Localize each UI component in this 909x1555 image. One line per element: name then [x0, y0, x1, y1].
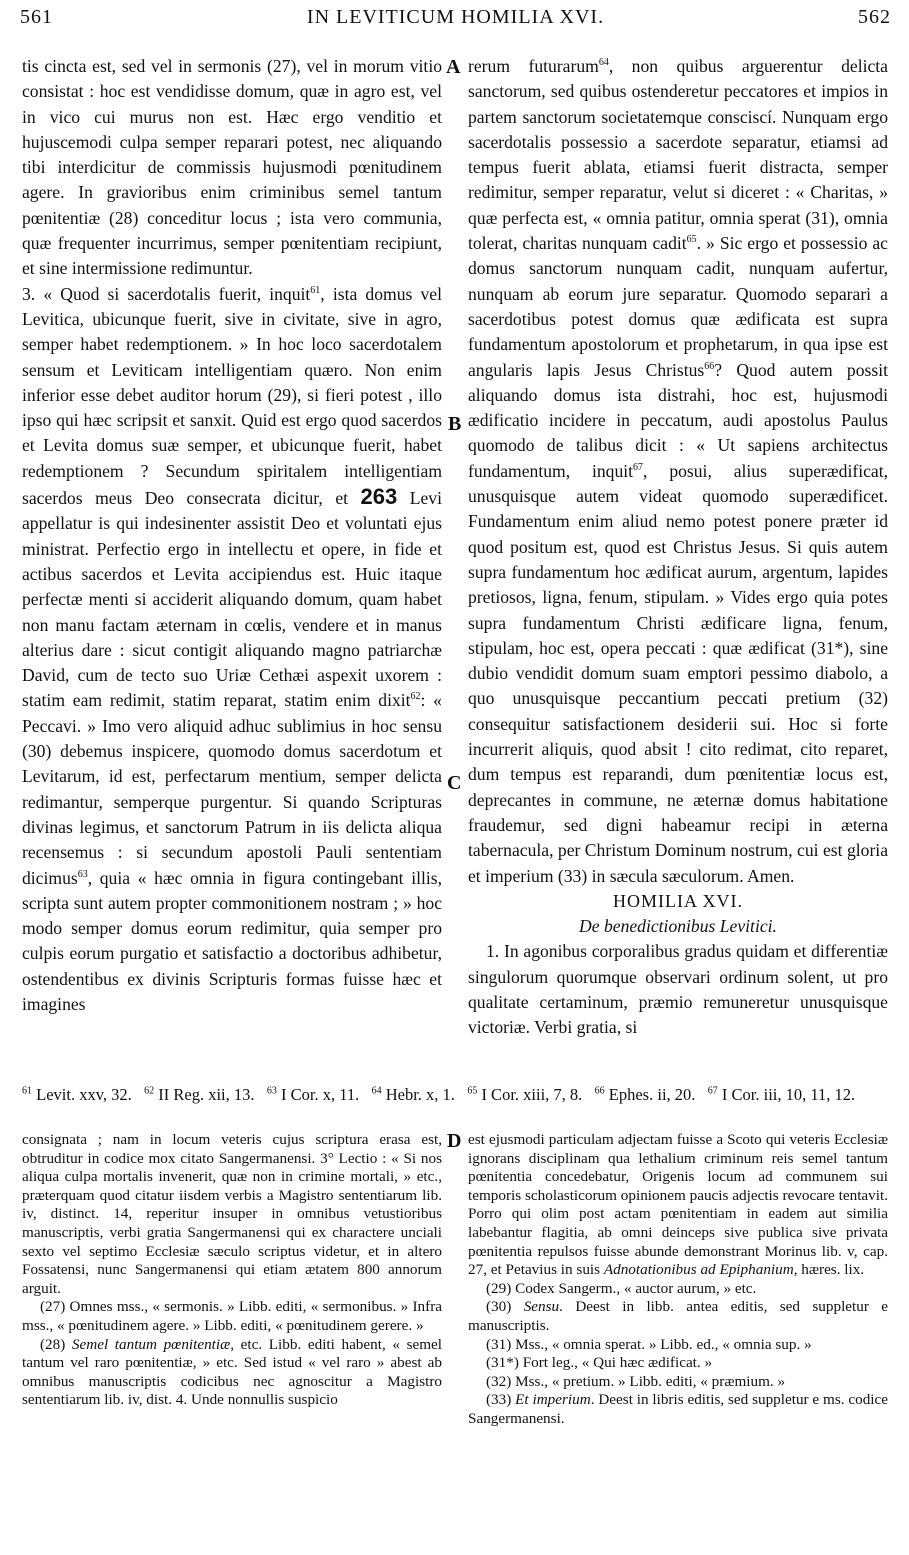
footnote-ref: 64: [598, 57, 609, 69]
edition-page-number: 263: [360, 484, 398, 510]
right-column: [468, 54, 888, 1041]
scripture-references: $^{61}$ Levit. xxv, 32. $^{62}$ II Reg. xii, 13. $^{63}$ I Cor. x, 11. $^{64}$ Hebr. x, 1. $^{65}$ I Cor. xiii, 7, 8. $^{66}$ Ephes. ii, 20. $^{67}$ I Cor. iii, 10, 11, 12.: [22, 1085, 856, 1104]
paragraph: 3. « Quod si sacerdotalis fuerit, inquit$^{61}$, ista domus vel Levitica, ubicunque fuerit, sive in civitate, sive in agro, semper habet redemptionem. » In hoc loco sacerdotalem sensum et Leviticam intelligentiam quæro. Non enim inferior esse debet auditor horum (29), si fieri potest , illo ipso qui hæc scripsit et sanxit. Quid est ergo quod sacerdos et Levita domus suæ semper, et ubicunque fuerit, habet redemptionem ? Secundum spiritalem intelligentiam sacerdos meus Deo consecrata dicitur, et 263 Levi appellatur is qui indesinenter assistit Deo et voluntati ejus ministrat. Perfectio ergo in intellectu et opere, in fide et actibus sacerdos et Levita accipiendus est. Huic itaque perfectæ menti si acciderit aliquando domum, quam habet non manu factam æternam in cœlis, vendere et in manus alterius dare : sicut contigit aliquando magno patriarchæ David, cum de tecto suo Uriæ Cethæi aspexit uxorem : statim eam redimit, statim reparat, statim enim dixit$^{62}$: « Peccavi. » Imo vero aliquid adhuc sublimius in hoc sensu (30) debemus inspicere, quomodo domus sacerdotum et Levitarum, id est, perfectarum mentium, semper delicta redimantur, semperque purgentur. Si quando Scripturas divinas legimus, et sanctorum Patrum in iis delicta aliqua recensemus : si secundum apostoli Pauli sententiam dicimus$^{63}$, quia « hæc omnia in figura contingebant illis, scripta sunt autem propter commonitionem nostram ; » hoc modo semper domus eorum redimitur, quia semper pro culpis eorum purgatio et satisfactio a doctoribus adhibetur, ostendentibus ex divinis Scripturis formas fuisse hæc et imagines: [22, 283, 442, 1014]
note-33: (33) Et imperium. Deest in libris editis, sed suppletur e ms. codice Sangermanensi.: [468, 1391, 888, 1427]
footnote-ref: 63: [77, 868, 88, 880]
footnote-ref: 66: [704, 360, 715, 372]
footnote-ref: 61: [310, 284, 321, 296]
running-title: IN LEVITICUM HOMILIA XVI.: [306, 6, 605, 28]
page-number-left: 561: [20, 6, 53, 28]
margin-letter-b: B: [448, 413, 462, 435]
scripture-ref: Levit. xxv, 32.: [36, 1085, 132, 1104]
note-31-star: (31*) Fort leg., « Qui hæc ædificat. »: [486, 1354, 713, 1372]
scripture-ref: I Cor. iii, 10, 11, 12.: [721, 1085, 856, 1104]
note-28: (28) Semel tantum pœnitentiæ, etc. Libb. editi habent, « semel tantum vel raro pœnitentiæ, » etc. Sed istud « vel raro » abest ab omnibus manuscriptis codicibus nec agnoscitur a Magistro sententiarum lib. iv, dist. 4. Unde nonnullis suspicio: [22, 1335, 442, 1409]
notes-right: [468, 1131, 888, 1429]
notes-left: [22, 1131, 442, 1410]
running-header: [20, 6, 891, 40]
note: est ejusmodi particulam adjectam fuisse a Scoto qui veteris Ecclesiæ ignorans disciplinam qua lethalium criminum reis semel tantum pœnitentia concedebatur, Origenis locum ad communem sui temporis scholasticorum opinionem paucis adjectis revocare tentavit. Porro qui olim post actam pœnitentiam in eadem aut similia labebantur flagitia, ab omni deinceps sive publica sive privata pœnitentia repulsos fuisse abunde demonstrant Morinus lib. v, cap. 27, et Petavius in suis Adnotationibus ad Epiphanium, hæres. lix.: [468, 1131, 888, 1279]
footnote-ref: 67: [633, 461, 644, 473]
note-29: (29) Codex Sangerm., « auctor aurum, » etc.: [486, 1279, 757, 1297]
scripture-ref: I Cor. x, 11.: [281, 1085, 360, 1104]
paragraph: 1. In agonibus corporalibus gradus quidam et differentiæ singulorum quorumque observari ordinum solent, ut pro qualitate certaminum, præmio remuneretur unusquisque victoriæ. Verbi gratia, si: [468, 941, 888, 1038]
note-32: (32) Mss., « pretium. » Libb. editi, « præmium. »: [486, 1372, 786, 1390]
page-number-right: 562: [858, 6, 891, 28]
note-27: (27) Omnes mss., « sermonis. » Libb. editi, « sermonibus. » Infra mss., « pœnitudinem agere. » Libb. editi, « pœnitudinem gerere. »: [22, 1298, 442, 1334]
footnote-ref: 65: [686, 234, 697, 246]
paragraph: rerum futurarum$^{64}$, non quibus arguerentur delicta sanctorum, sed quibus ostenderetur peccatores et impios in partem sanctorum societatemque consciscí. Nunquam ergo sacerdotalis possessio a sacerdote separatur, etiamsi ad tempus fuerit ablata, etiamsi fuerit distracta, semper redimitur, semper reparatur, velut si diceret : « Charitas, » quæ perfecta est, « omnia patitur, omnia sperat (31), omnia tolerat, charitas nunquam cadit$^{65}$. » Sic ergo et possessio ac domus sanctorum nunquam cadit, nunquam aufertur, nunquam ab eorum jure separatur. Quomodo separari a sacerdotibus potest domus quæ ædificata est supra fundamentum apostolorum et prophetarum, in qua ipse est angularis lapis Jesus Christus$^{66}$? Quod autem possit aliquando domus ista distrahi, hoc est, hujusmodi ædificatio incidere in peccatum, audi apostolus Paulus quomodo de talibus dicit : « Ut sapiens architectus fundamentum, inquit$^{67}$, posui, alius superædificat, unusquisque autem videat quomodo superædificet. Fundamentum enim aliud nemo potest ponere præter id quod positum est, quod est Christus Jesus. Si quis autem supra fundamentum hoc ædificat aurum, argentum, lapides pretiosos, ligna, fenum, stipulam. » Vides ergo quia potes supra fundamentum Christi ædificare ligna, fenum, stipulam, hoc est, opera peccati : quæ ædificat (31*), sine dubio vendidit domum suam emptori pessimo diabolo, a quo unusquisque peccantium peccati pretium (32) consequitur satisfactionem desiderii sui. Hoc si forte incurrerit aliquis, quod absit ! cito redimat, cito reparet, dum tempus est reparandi, dum pœnitentiæ locus est, deprecantes in commune, ne æternæ domus habitatione fraudemur, sed digni habeamur recipi in æterna tabernacula, per Christum Dominum nostrum, cui est gloria et imperium (33) in sæcula sæculorum. Amen.: [468, 56, 888, 886]
paragraph: tis cincta est, sed vel in sermonis (27), vel in morum vitio consistat : hoc est vendidisse domum, quæ in agro est, vel in vico cui murus non est. Hæc ergo venditio et hujuscemodi culpa semper reparari potest, nec aliquando tibi interdicitur de commissis hujusmodi pœnitudinem agere. In gravioribus enim criminibus semel tantum pœnitentiæ (28) conceditur locus ; ista vero communia, quæ frequenter incurrimus, semper pœnitentiam recipiunt, et sine intermissione redimuntur.: [22, 56, 442, 279]
note-30: (30) Sensu. Deest in libb. antea editis, sed suppletur e manuscriptis.: [468, 1298, 889, 1334]
left-column: [22, 54, 442, 1017]
homily-title: HOMILIA XVI.: [613, 890, 743, 911]
scripture-ref: I Cor. xiii, 7, 8.: [481, 1085, 583, 1104]
margin-letter-a: A: [446, 56, 461, 78]
margin-letter-c: C: [447, 772, 462, 794]
homily-subtitle: De benedictionibus Levitici.: [579, 916, 777, 937]
note-31: (31) Mss., « omnia sperat. » Libb. ed., « omnia sup. »: [486, 1335, 812, 1353]
scripture-ref: Hebr. x, 1.: [385, 1085, 455, 1104]
margin-letter-d: D: [447, 1130, 462, 1152]
note: consignata ; nam in locum veteris cujus scriptura erasa est, obtruditur in codice mox citato Sangermanensi. 3° Lectio : « Si nos aliqua culpa mortalis invenerit, quæ non in crimine mortali, » etc., præterquam quod citatur iisdem verbis a Magistro sententiarum lib. iv, distinct. 14, reperitur insuper in omnibus vetustioribus manuscriptis, verbi gratia Sangermanensi qui ex charactere unciali sexto vel septimo Ecclesiæ sæculo scriptus videtur, et in altero Fossatensi, nunc Sangermanensi qui etiam ætatem 800 annorum arguit.: [22, 1131, 442, 1297]
footnote-ref: 62: [410, 691, 421, 703]
scripture-ref: Ephes. ii, 20.: [608, 1085, 696, 1104]
scripture-ref: II Reg. xii, 13.: [158, 1085, 255, 1104]
